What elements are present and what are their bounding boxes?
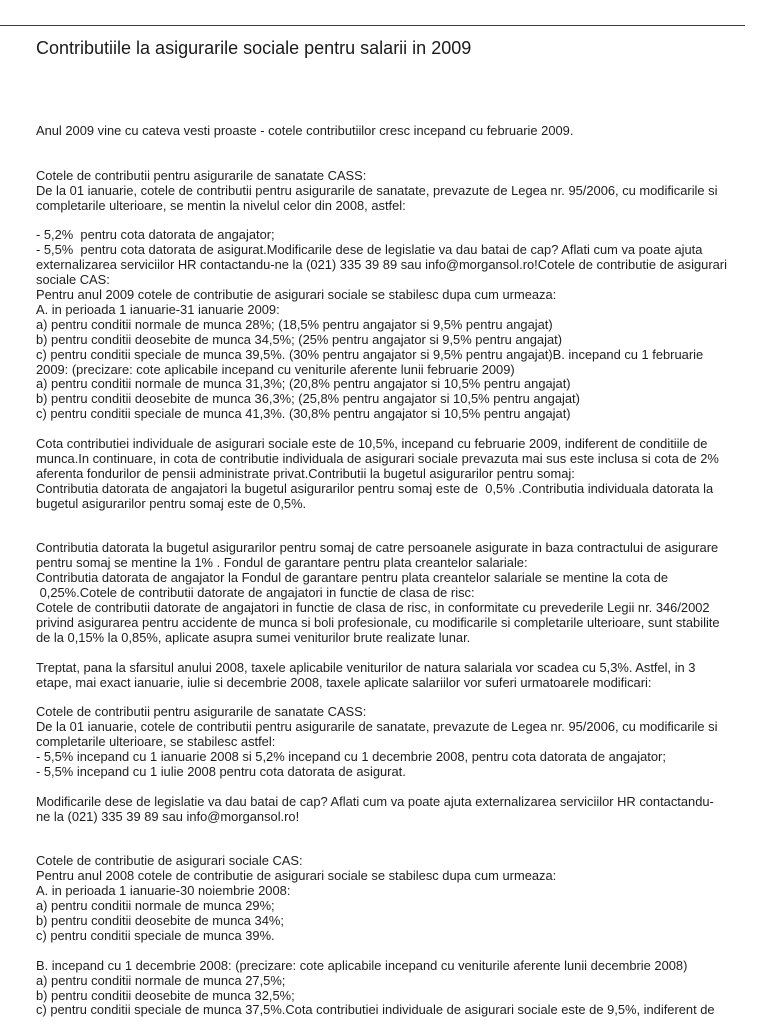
text-line: de la 0,15% la 0,85%, aplicate asupra sumei veniturilor brute realizate lunar. [36, 629, 471, 645]
text-line: 0,25%.Cotele de contributii datorate de angajatori in functie de clasa de risc: [36, 585, 475, 601]
text-line: 2009: (precizare: cote aplicabile incepand cu veniturile aferente lunii februarie 2009) [36, 361, 515, 377]
text-line: Cotele de contributii pentru asigurarile de sanatate CASS: [36, 167, 367, 183]
text-line: De la 01 ianuarie, cotele de contributii pentru asigurarile de sanatate, prevazute de Legea nr. 95/2006, cu modificarile si [36, 719, 718, 735]
text-line: Contributia datorata de angajator la Fondul de garantare pentru plata creantelor salariale se mentine la cota de [36, 570, 669, 586]
text-line: munca.In continuare, in cota de contributie individuala de asigurari sociale prevazuta mai sus este inclusa si cota de 2% [36, 450, 719, 466]
paragraph-intro [36, 124, 748, 139]
paragraph-cas-2008 [36, 854, 748, 943]
text-line: b) pentru conditii deosebite de munca 34,5%; (25% pentru angajator si 9,5% pentru angajat) [36, 331, 562, 347]
text-line: sociale CAS: [36, 272, 110, 288]
paragraph-cass-2009 [36, 169, 748, 214]
text-line: Cotele de contributii datorate de angajatori in functie de clasa de risc, in conformitate cu prevederile Legii nr. 346/2002 [36, 600, 710, 615]
document-title: Contributiile la asigurarile sociale pentru salarii in 2009 [36, 38, 472, 58]
text-line: c) pentru conditii speciale de munca 41,3%. (30,8% pentru angajator si 10,5% pentru angajat) [36, 406, 571, 422]
text-line: c) pentru conditii speciale de munca 39%. [36, 927, 275, 943]
text-line: Pentru anul 2008 cotele de contributie de asigurari sociale se stabilesc dupa cum urmeaza: [36, 868, 557, 884]
paragraph-cas-december-2008 [36, 959, 748, 1019]
text-line: externalizarea serviciilor HR contactandu-ne la (021) 335 39 89 sau info@morgansol.ro!Cotele de contributie de asigurari [36, 257, 727, 273]
text-line: A. in perioada 1 ianuarie-31 ianuarie 2009: [36, 301, 280, 317]
paragraph-2008-changes [36, 661, 748, 691]
text-line: pentru somaj se mentine la 1% . Fondul de garantare pentru plata creantelor salariale: [36, 555, 528, 571]
text-line: - 5,5% incepand cu 1 ianuarie 2008 si 5,2% incepand cu 1 decembrie 2008, pentru cota datorata de angajator; [36, 749, 666, 765]
text-line: aferenta fondurilor de pensii administrate privat.Contributii la bugetul asigurarilor pentru somaj: [36, 465, 575, 481]
text-line: Cotele de contributii pentru asigurarile de sanatate CASS: [36, 704, 367, 720]
text-line: Anul 2009 vine cu cateva vesti proaste - cotele contributiilor cresc incepand cu februarie 2009. [36, 123, 574, 138]
text-line: - 5,5% incepand cu 1 iulie 2008 pentru cota datorata de asigurat. [36, 763, 406, 779]
text-line: - 5,5% pentru cota datorata de asigurat.Modificarile dese de legislatie va dau batai de cap? Aflati cum va poate ajuta [36, 242, 703, 258]
text-line: ne la (021) 335 39 89 sau info@morgansol.ro! [36, 808, 300, 824]
paragraph-unemployment-risk [36, 541, 748, 645]
text-line: c) pentru conditii speciale de munca 39,5%. (30% pentru angajator si 9,5% pentru angajat)B. incepand cu 1 februarie [36, 346, 704, 362]
text-line: Cotele de contributie de asigurari sociale CAS: [36, 853, 303, 869]
text-line: bugetul asigurarilor pentru somaj este de 0,5%. [36, 495, 307, 511]
paragraph-cass-2008 [36, 705, 748, 780]
top-rule [0, 25, 745, 26]
text-line: Contributia datorata de angajatori la bugetul asigurarilor pentru somaj este de 0,5% .Contributia individuala datorata la [36, 480, 714, 496]
text-line: b) pentru conditii deosebite de munca 34%; [36, 913, 284, 929]
text-line: Treptat, pana la sfarsitul anului 2008, taxele aplicabile veniturilor de natura salariala vor scadea cu 5,3%. Astfel, in 3 [36, 659, 696, 675]
text-line: Modificarile dese de legislatie va dau batai de cap? Aflati cum va poate ajuta externalizarea serviciilor HR contactandu- [36, 793, 714, 809]
text-line: Cota contributiei individuale de asigurari sociale este de 10,5%, incepand cu februarie 2009, indiferent de conditiile de [36, 436, 708, 452]
text-line: a) pentru conditii normale de munca 29%; [36, 898, 275, 914]
text-line: De la 01 ianuarie, cotele de contributii pentru asigurarile de sanatate, prevazute de Legea nr. 95/2006, cu modificarile si [36, 182, 718, 198]
text-line: c) pentru conditii speciale de munca 37,5%.Cota contributiei individuale de asigurari sociale este de 9,5%, indiferent de [36, 1002, 715, 1018]
document-body [36, 124, 748, 1018]
paragraph-individual-contribution [36, 437, 748, 512]
text-line: completarile ulterioare, se mentin la nivelul celor din 2008, astfel: [36, 197, 406, 213]
text-line: b) pentru conditii deosebite de munca 32,5%; [36, 987, 295, 1003]
text-line: Pentru anul 2009 cotele de contributie de asigurari sociale se stabilesc dupa cum urmeaza: [36, 286, 557, 302]
text-line: completarile ulterioare, se stabilesc astfel: [36, 734, 276, 750]
text-line: b) pentru conditii deosebite de munca 36,3%; (25,8% pentru angajator si 10,5% pentru angajat) [36, 391, 580, 407]
paragraph-contact [36, 795, 748, 825]
text-line: a) pentru conditii normale de munca 31,3%; (20,8% pentru angajator si 10,5% pentru angajat) [36, 376, 571, 392]
text-line: A. in perioada 1 ianuarie-30 noiembrie 2008: [36, 883, 291, 899]
text-line: a) pentru conditii normale de munca 27,5%; [36, 972, 286, 988]
text-line: privind asigurarea pentru accidente de munca si boli profesionale, cu modificarile si completarile ulterioare, sunt stabilite [36, 614, 720, 630]
text-line: - 5,2% pentru cota datorata de angajator; [36, 227, 275, 243]
text-line: Contributia datorata la bugetul asigurarilor pentru somaj de catre persoanele asigurate in baza contractului de asigurare [36, 540, 719, 556]
text-line: a) pentru conditii normale de munca 28%; (18,5% pentru angajator si 9,5% pentru angajat) [36, 316, 553, 332]
text-line: etape, mai exact ianuarie, iulie si decembrie 2008, taxele aplicate salariilor vor suferi urmatoarele modificari: [36, 674, 652, 690]
paragraph-cas-2009 [36, 228, 748, 422]
text-line: B. incepand cu 1 decembrie 2008: (precizare: cote aplicabile incepand cu veniturile aferente lunii decembrie 2008) [36, 957, 688, 973]
